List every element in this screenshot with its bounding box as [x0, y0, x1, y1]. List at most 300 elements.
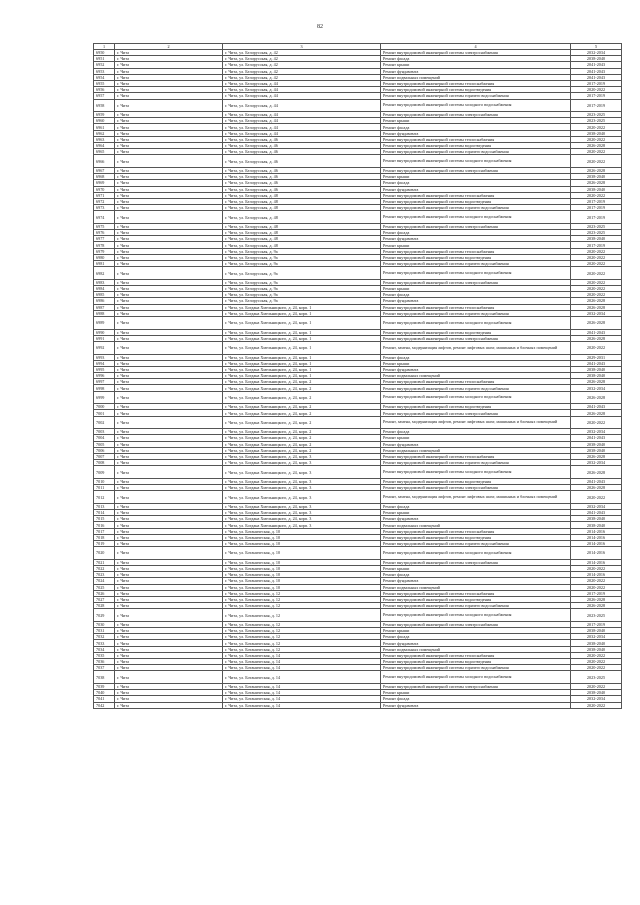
work-type-cell: Ремонт внутридомовой инженерной системы водоотведения	[381, 198, 571, 204]
period-cell: 2026-2028	[571, 335, 622, 341]
address-cell: г. Чита, ул. Ботаническая, д. 10	[223, 572, 381, 578]
municipality-cell: г. Чита	[115, 242, 223, 248]
address-cell: г. Чита, ул. Белорусская, д. 46	[223, 180, 381, 186]
municipality-cell: г. Чита	[115, 149, 223, 155]
period-cell: 2041-2043	[571, 329, 622, 335]
municipality-cell: г. Чита	[115, 596, 223, 602]
row-number-cell: 6966	[94, 155, 115, 168]
address-cell: г. Чита, ул. Богдана Хмельницкого, д. 24, корп. 2	[223, 429, 381, 435]
row-number-cell: 6990	[94, 329, 115, 335]
row-number-cell: 6963	[94, 136, 115, 142]
row-number-cell: 7038	[94, 671, 115, 684]
municipality-cell: г. Чита	[115, 180, 223, 186]
address-cell: г. Чита, ул. Белорусская, д. 46	[223, 155, 381, 168]
row-number-cell: 6992	[94, 341, 115, 354]
work-type-cell: Ремонт фасада	[381, 503, 571, 509]
row-number-cell: 6971	[94, 192, 115, 198]
address-cell: г. Чита, ул. Ботаническая, д. 14	[223, 671, 381, 684]
row-number-cell: 6986	[94, 298, 115, 304]
row-number-cell: 7031	[94, 628, 115, 634]
municipality-cell: г. Чита	[115, 522, 223, 528]
period-cell: 2038-2040	[571, 174, 622, 180]
work-type-cell: Ремонт, замена, модернизация лифтов, ремонт лифтовых шахт, машинных и блочных помещений	[381, 491, 571, 504]
period-cell: 2038-2040	[571, 640, 622, 646]
period-cell: 2017-2019	[571, 80, 622, 86]
header-col-5: 5	[571, 44, 622, 50]
period-cell: 2038-2040	[571, 130, 622, 136]
municipality-cell: г. Чита	[115, 391, 223, 404]
address-cell: г. Чита, ул. Богдана Хмельницкого, д. 24, корп. 1	[223, 329, 381, 335]
period-cell: 2026-2028	[571, 453, 622, 459]
period-cell: 2017-2019	[571, 205, 622, 211]
period-cell: 2038-2040	[571, 373, 622, 379]
row-number-cell: 7023	[94, 572, 115, 578]
address-cell: г. Чита, ул. Ботаническая, д. 14	[223, 665, 381, 671]
address-cell: г. Чита, ул. Ботаническая, д. 14	[223, 696, 381, 702]
work-type-cell: Ремонт внутридомовой инженерной системы водоотведения	[381, 534, 571, 540]
row-number-cell: 6985	[94, 292, 115, 298]
table-row	[94, 491, 622, 504]
row-number-cell: 7015	[94, 516, 115, 522]
municipality-cell: г. Чита	[115, 565, 223, 571]
municipality-cell: г. Чита	[115, 341, 223, 354]
address-cell: г. Чита, ул. Богдана Хмельницкого, д. 24, корп. 2	[223, 379, 381, 385]
address-cell: г. Чита, ул. Богдана Хмельницкого, д. 24, корп. 2	[223, 416, 381, 429]
municipality-cell: г. Чита	[115, 329, 223, 335]
period-cell: 2020-2022	[571, 124, 622, 130]
row-number-cell: 7013	[94, 503, 115, 509]
municipality-cell: г. Чита	[115, 155, 223, 168]
address-cell: г. Чита, ул. Ботаническая, д. 14	[223, 690, 381, 696]
period-cell: 2014-2016	[571, 559, 622, 565]
address-cell: г. Чита, ул. Белорусская, д. 44	[223, 87, 381, 93]
municipality-cell: г. Чита	[115, 292, 223, 298]
period-cell: 2020-2022	[571, 491, 622, 504]
period-cell: 2020-2022	[571, 584, 622, 590]
work-type-cell: Ремонт внутридомовой инженерной системы водоотведения	[381, 143, 571, 149]
work-type-cell: Ремонт внутридомовой инженерной системы водоотведения	[381, 659, 571, 665]
table-row	[94, 341, 622, 354]
row-number-cell: 7017	[94, 528, 115, 534]
municipality-cell: г. Чита	[115, 534, 223, 540]
work-type-cell: Ремонт внутридомовой инженерной системы теплоснабжения	[381, 192, 571, 198]
period-cell: 2032-2034	[571, 460, 622, 466]
address-cell: г. Чита, ул. Белорусская, д. 48	[223, 223, 381, 229]
work-type-cell: Ремонт внутридомовой инженерной системы холодного водоснабжения	[381, 267, 571, 280]
period-cell: 2020-2022	[571, 565, 622, 571]
municipality-cell: г. Чита	[115, 56, 223, 62]
row-number-cell: 6955	[94, 80, 115, 86]
period-cell: 2014-2016	[571, 547, 622, 560]
work-type-cell: Ремонт крыши	[381, 510, 571, 516]
work-type-cell: Ремонт внутридомовой инженерной системы теплоснабжения	[381, 652, 571, 658]
row-number-cell: 7005	[94, 441, 115, 447]
row-number-cell: 7021	[94, 559, 115, 565]
row-number-cell: 7009	[94, 466, 115, 479]
address-cell: г. Чита, ул. Богдана Хмельницкого, д. 24, корп. 2	[223, 391, 381, 404]
period-cell: 2020-2022	[571, 416, 622, 429]
municipality-cell: г. Чита	[115, 192, 223, 198]
municipality-cell: г. Чита	[115, 304, 223, 310]
row-number-cell: 7022	[94, 565, 115, 571]
row-number-cell: 7042	[94, 702, 115, 708]
row-number-cell: 6976	[94, 230, 115, 236]
municipality-cell: г. Чита	[115, 429, 223, 435]
period-cell: 2038-2040	[571, 690, 622, 696]
row-number-cell: 7006	[94, 447, 115, 453]
address-cell: г. Чита, ул. Ботаническая, д. 12	[223, 640, 381, 646]
municipality-cell: г. Чита	[115, 87, 223, 93]
municipality-cell: г. Чита	[115, 584, 223, 590]
work-type-cell: Ремонт внутридомовой инженерной системы холодного водоснабжения	[381, 466, 571, 479]
address-cell: г. Чита, ул. Богдана Хмельницкого, д. 24, корп. 2	[223, 404, 381, 410]
repair-schedule-table	[93, 43, 622, 709]
row-number-cell: 6954	[94, 74, 115, 80]
address-cell: г. Чита, ул. Богдана Хмельницкого, д. 24, корп. 3	[223, 453, 381, 459]
address-cell: г. Чита, ул. Ботаническая, д. 12	[223, 621, 381, 627]
table-row	[94, 609, 622, 622]
row-number-cell: 6961	[94, 124, 115, 130]
municipality-cell: г. Чита	[115, 578, 223, 584]
municipality-cell: г. Чита	[115, 211, 223, 224]
table-body	[94, 44, 622, 709]
work-type-cell: Ремонт внутридомовой инженерной системы электроснабжения	[381, 223, 571, 229]
period-cell: 2026-2028	[571, 485, 622, 491]
work-type-cell: Ремонт внутридомовой инженерной системы электроснабжения	[381, 335, 571, 341]
row-number-cell: 6975	[94, 223, 115, 229]
period-cell: 2020-2022	[571, 665, 622, 671]
row-number-cell: 7033	[94, 640, 115, 646]
period-cell: 2038-2040	[571, 236, 622, 242]
work-type-cell: Ремонт внутридомовой инженерной системы горячего водоснабжения	[381, 665, 571, 671]
work-type-cell: Ремонт фундамента	[381, 702, 571, 708]
work-type-cell: Ремонт подвальных помещений	[381, 373, 571, 379]
row-number-cell: 6987	[94, 304, 115, 310]
municipality-cell: г. Чита	[115, 485, 223, 491]
period-cell: 2023-2025	[571, 118, 622, 124]
municipality-cell: г. Чита	[115, 640, 223, 646]
period-cell: 2020-2022	[571, 341, 622, 354]
work-type-cell: Ремонт фундамента	[381, 186, 571, 192]
municipality-cell: г. Чита	[115, 298, 223, 304]
work-type-cell: Ремонт внутридомовой инженерной системы электроснабжения	[381, 621, 571, 627]
work-type-cell: Ремонт фасада	[381, 696, 571, 702]
municipality-cell: г. Чита	[115, 659, 223, 665]
period-cell: 2014-2016	[571, 534, 622, 540]
address-cell: г. Чита, ул. Ботаническая, д. 10	[223, 559, 381, 565]
row-number-cell: 7037	[94, 665, 115, 671]
municipality-cell: г. Чита	[115, 118, 223, 124]
row-number-cell: 6973	[94, 205, 115, 211]
row-number-cell: 6977	[94, 236, 115, 242]
work-type-cell: Ремонт подвальных помещений	[381, 584, 571, 590]
work-type-cell: Ремонт внутридомовой инженерной системы водоотведения	[381, 404, 571, 410]
work-type-cell: Ремонт внутридомовой инженерной системы водоотведения	[381, 596, 571, 602]
work-type-cell: Ремонт внутридомовой инженерной системы теплоснабжения	[381, 379, 571, 385]
row-number-cell: 6991	[94, 335, 115, 341]
row-number-cell: 6970	[94, 186, 115, 192]
period-cell: 2041-2043	[571, 74, 622, 80]
work-type-cell: Ремонт внутридомовой инженерной системы электроснабжения	[381, 485, 571, 491]
municipality-cell: г. Чита	[115, 646, 223, 652]
period-cell: 2029-2031	[571, 354, 622, 360]
row-number-cell: 7010	[94, 478, 115, 484]
work-type-cell: Ремонт внутридомовой инженерной системы электроснабжения	[381, 410, 571, 416]
address-cell: г. Чита, ул. Ботаническая, д. 10	[223, 534, 381, 540]
row-number-cell: 7029	[94, 609, 115, 622]
municipality-cell: г. Чита	[115, 559, 223, 565]
period-cell: 2026-2028	[571, 168, 622, 174]
address-cell: г. Чита, ул. Богдана Хмельницкого, д. 24, корп. 3	[223, 522, 381, 528]
period-cell: 2032-2034	[571, 310, 622, 316]
address-cell: г. Чита, ул. Белорусская, д. 44	[223, 118, 381, 124]
row-number-cell: 6967	[94, 168, 115, 174]
work-type-cell: Ремонт внутридомовой инженерной системы водоотведения	[381, 87, 571, 93]
address-cell: г. Чита, ул. Ботаническая, д. 14	[223, 683, 381, 689]
period-cell: 2032-2034	[571, 50, 622, 56]
period-cell: 2026-2028	[571, 379, 622, 385]
row-number-cell: 7016	[94, 522, 115, 528]
row-number-cell: 6960	[94, 118, 115, 124]
row-number-cell: 6998	[94, 385, 115, 391]
municipality-cell: г. Чита	[115, 236, 223, 242]
work-type-cell: Ремонт фасада	[381, 230, 571, 236]
row-number-cell: 7039	[94, 683, 115, 689]
period-cell: 2020-2022	[571, 248, 622, 254]
municipality-cell: г. Чита	[115, 447, 223, 453]
table-row	[94, 211, 622, 224]
period-cell: 2026-2028	[571, 466, 622, 479]
work-type-cell: Ремонт фасада	[381, 634, 571, 640]
address-cell: г. Чита, ул. Белорусская, д. 44	[223, 99, 381, 112]
row-number-cell: 6964	[94, 143, 115, 149]
municipality-cell: г. Чита	[115, 254, 223, 260]
row-number-cell: 6972	[94, 198, 115, 204]
municipality-cell: г. Чита	[115, 528, 223, 534]
municipality-cell: г. Чита	[115, 590, 223, 596]
address-cell: г. Чита, ул. Ботаническая, д. 10	[223, 547, 381, 560]
municipality-cell: г. Чита	[115, 634, 223, 640]
work-type-cell: Ремонт внутридомовой инженерной системы горячего водоснабжения	[381, 261, 571, 267]
row-number-cell: 6982	[94, 267, 115, 280]
row-number-cell: 7024	[94, 578, 115, 584]
period-cell: 2020-2022	[571, 261, 622, 267]
period-cell: 2020-2022	[571, 87, 622, 93]
row-number-cell: 7034	[94, 646, 115, 652]
work-type-cell: Ремонт фасада	[381, 292, 571, 298]
row-number-cell: 6981	[94, 261, 115, 267]
row-number-cell: 6958	[94, 99, 115, 112]
work-type-cell: Ремонт фасада	[381, 124, 571, 130]
period-cell: 2020-2022	[571, 267, 622, 280]
work-type-cell: Ремонт внутридомовой инженерной системы горячего водоснабжения	[381, 541, 571, 547]
table-row	[94, 155, 622, 168]
municipality-cell: г. Чита	[115, 130, 223, 136]
row-number-cell: 7004	[94, 435, 115, 441]
address-cell: г. Чита, ул. Белорусская, д. 44	[223, 80, 381, 86]
municipality-cell: г. Чита	[115, 373, 223, 379]
row-number-cell: 7030	[94, 621, 115, 627]
address-cell: г. Чита, ул. Богдана Хмельницкого, д. 24, корп. 2	[223, 435, 381, 441]
work-type-cell: Ремонт внутридомовой инженерной системы электроснабжения	[381, 112, 571, 118]
period-cell: 2020-2022	[571, 652, 622, 658]
period-cell: 2020-2022	[571, 702, 622, 708]
address-cell: г. Чита, ул. Богдана Хмельницкого, д. 24, корп. 3	[223, 516, 381, 522]
address-cell: г. Чита, ул. Ботаническая, д. 10	[223, 528, 381, 534]
address-cell: г. Чита, ул. Богдана Хмельницкого, д. 24, корп. 2	[223, 410, 381, 416]
address-cell: г. Чита, ул. Богдана Хмельницкого, д. 24, корп. 1	[223, 335, 381, 341]
work-type-cell: Ремонт внутридомовой инженерной системы горячего водоснабжения	[381, 310, 571, 316]
work-type-cell: Ремонт внутридомовой инженерной системы электроснабжения	[381, 559, 571, 565]
table-row	[94, 416, 622, 429]
row-number-cell: 7011	[94, 485, 115, 491]
municipality-cell: г. Чита	[115, 310, 223, 316]
address-cell: г. Чита, ул. Богдана Хмельницкого, д. 24, корп. 1	[223, 366, 381, 372]
period-cell: 2020-2022	[571, 659, 622, 665]
row-number-cell: 7012	[94, 491, 115, 504]
address-cell: г. Чита, ул. Белорусская, д. 48	[223, 242, 381, 248]
period-cell: 2023-2025	[571, 112, 622, 118]
address-cell: г. Чита, ул. Белорусская, д. 9а	[223, 261, 381, 267]
period-cell: 2038-2040	[571, 447, 622, 453]
row-number-cell: 7041	[94, 696, 115, 702]
period-cell: 2026-2028	[571, 180, 622, 186]
address-cell: г. Чита, ул. Белорусская, д. 46	[223, 168, 381, 174]
row-number-cell: 6999	[94, 391, 115, 404]
period-cell: 2041-2043	[571, 360, 622, 366]
row-number-cell: 7028	[94, 603, 115, 609]
row-number-cell: 7019	[94, 541, 115, 547]
row-number-cell: 6978	[94, 242, 115, 248]
period-cell: 2041-2043	[571, 62, 622, 68]
address-cell: г. Чита, ул. Богдана Хмельницкого, д. 24, корп. 3	[223, 460, 381, 466]
table-row	[94, 466, 622, 479]
period-cell: 2038-2040	[571, 628, 622, 634]
row-number-cell: 6995	[94, 366, 115, 372]
municipality-cell: г. Чита	[115, 124, 223, 130]
address-cell: г. Чита, ул. Белорусская, д. 48	[223, 211, 381, 224]
work-type-cell: Ремонт внутридомовой инженерной системы теплоснабжения	[381, 248, 571, 254]
municipality-cell: г. Чита	[115, 435, 223, 441]
municipality-cell: г. Чита	[115, 143, 223, 149]
address-cell: г. Чита, ул. Богдана Хмельницкого, д. 24, корп. 3	[223, 466, 381, 479]
row-number-cell: 6974	[94, 211, 115, 224]
municipality-cell: г. Чита	[115, 416, 223, 429]
work-type-cell: Ремонт, замена, модернизация лифтов, ремонт лифтовых шахт, машинных и блочных помещений	[381, 416, 571, 429]
municipality-cell: г. Чита	[115, 74, 223, 80]
work-type-cell: Ремонт внутридомовой инженерной системы холодного водоснабжения	[381, 547, 571, 560]
municipality-cell: г. Чита	[115, 621, 223, 627]
address-cell: г. Чита, ул. Белорусская, д. 48	[223, 230, 381, 236]
period-cell: 2017-2019	[571, 99, 622, 112]
row-number-cell: 6957	[94, 93, 115, 99]
municipality-cell: г. Чита	[115, 628, 223, 634]
address-cell: г. Чита, ул. Белорусская, д. 9а	[223, 292, 381, 298]
municipality-cell: г. Чита	[115, 62, 223, 68]
row-number-cell: 7036	[94, 659, 115, 665]
address-cell: г. Чита, ул. Ботаническая, д. 10	[223, 541, 381, 547]
period-cell: 2041-2043	[571, 68, 622, 74]
row-number-cell: 7000	[94, 404, 115, 410]
table-row	[94, 547, 622, 560]
address-cell: г. Чита, ул. Белорусская, д. 46	[223, 186, 381, 192]
work-type-cell: Ремонт внутридомовой инженерной системы электроснабжения	[381, 168, 571, 174]
work-type-cell: Ремонт внутридомовой инженерной системы горячего водоснабжения	[381, 603, 571, 609]
address-cell: г. Чита, ул. Белорусская, д. 44	[223, 124, 381, 130]
row-number-cell: 6968	[94, 174, 115, 180]
period-cell: 2041-2043	[571, 435, 622, 441]
header-col-2: 2	[115, 44, 223, 50]
address-cell: г. Чита, ул. Белорусская, д. 44	[223, 93, 381, 99]
municipality-cell: г. Чита	[115, 572, 223, 578]
municipality-cell: г. Чита	[115, 516, 223, 522]
period-cell: 2038-2040	[571, 441, 622, 447]
address-cell: г. Чита, ул. Богдана Хмельницкого, д. 24, корп. 3	[223, 485, 381, 491]
municipality-cell: г. Чита	[115, 683, 223, 689]
work-type-cell: Ремонт фундамента	[381, 578, 571, 584]
address-cell: г. Чита, ул. Ботаническая, д. 10	[223, 565, 381, 571]
municipality-cell: г. Чита	[115, 223, 223, 229]
address-cell: г. Чита, ул. Белорусская, д. 42	[223, 56, 381, 62]
work-type-cell: Ремонт внутридомовой инженерной системы теплоснабжения	[381, 304, 571, 310]
municipality-cell: г. Чита	[115, 453, 223, 459]
municipality-cell: г. Чита	[115, 198, 223, 204]
address-cell: г. Чита, ул. Белорусская, д. 46	[223, 149, 381, 155]
municipality-cell: г. Чита	[115, 50, 223, 56]
period-cell: 2026-2028	[571, 410, 622, 416]
address-cell: г. Чита, ул. Богдана Хмельницкого, д. 24, корп. 1	[223, 304, 381, 310]
work-type-cell: Ремонт внутридомовой инженерной системы холодного водоснабжения	[381, 99, 571, 112]
municipality-cell: г. Чита	[115, 609, 223, 622]
period-cell: 2026-2028	[571, 304, 622, 310]
municipality-cell: г. Чита	[115, 379, 223, 385]
row-number-cell: 7020	[94, 547, 115, 560]
row-number-cell: 6952	[94, 62, 115, 68]
municipality-cell: г. Чита	[115, 696, 223, 702]
work-type-cell: Ремонт внутридомовой инженерной системы водоотведения	[381, 254, 571, 260]
municipality-cell: г. Чита	[115, 93, 223, 99]
municipality-cell: г. Чита	[115, 603, 223, 609]
period-cell: 2023-2025	[571, 230, 622, 236]
work-type-cell: Ремонт внутридомовой инженерной системы горячего водоснабжения	[381, 385, 571, 391]
work-type-cell: Ремонт фундамента	[381, 298, 571, 304]
work-type-cell: Ремонт фасада	[381, 429, 571, 435]
work-type-cell: Ремонт крыши	[381, 435, 571, 441]
address-cell: г. Чита, ул. Белорусская, д. 9а	[223, 248, 381, 254]
period-cell: 2023-2025	[571, 671, 622, 684]
period-cell: 2020-2022	[571, 279, 622, 285]
address-cell: г. Чита, ул. Богдана Хмельницкого, д. 24, корп. 1	[223, 373, 381, 379]
row-number-cell: 7018	[94, 534, 115, 540]
row-number-cell: 6997	[94, 379, 115, 385]
work-type-cell: Ремонт крыши	[381, 62, 571, 68]
period-cell: 2020-2022	[571, 286, 622, 292]
work-type-cell: Ремонт фундамента	[381, 441, 571, 447]
table-row	[94, 267, 622, 280]
table-row	[94, 671, 622, 684]
municipality-cell: г. Чита	[115, 68, 223, 74]
address-cell: г. Чита, ул. Богдана Хмельницкого, д. 24, корп. 2	[223, 447, 381, 453]
municipality-cell: г. Чита	[115, 174, 223, 180]
municipality-cell: г. Чита	[115, 186, 223, 192]
address-cell: г. Чита, ул. Белорусская, д. 9а	[223, 286, 381, 292]
municipality-cell: г. Чита	[115, 541, 223, 547]
work-type-cell: Ремонт подвальных помещений	[381, 646, 571, 652]
municipality-cell: г. Чита	[115, 652, 223, 658]
municipality-cell: г. Чита	[115, 404, 223, 410]
row-number-cell: 7025	[94, 584, 115, 590]
work-type-cell: Ремонт фундамента	[381, 640, 571, 646]
